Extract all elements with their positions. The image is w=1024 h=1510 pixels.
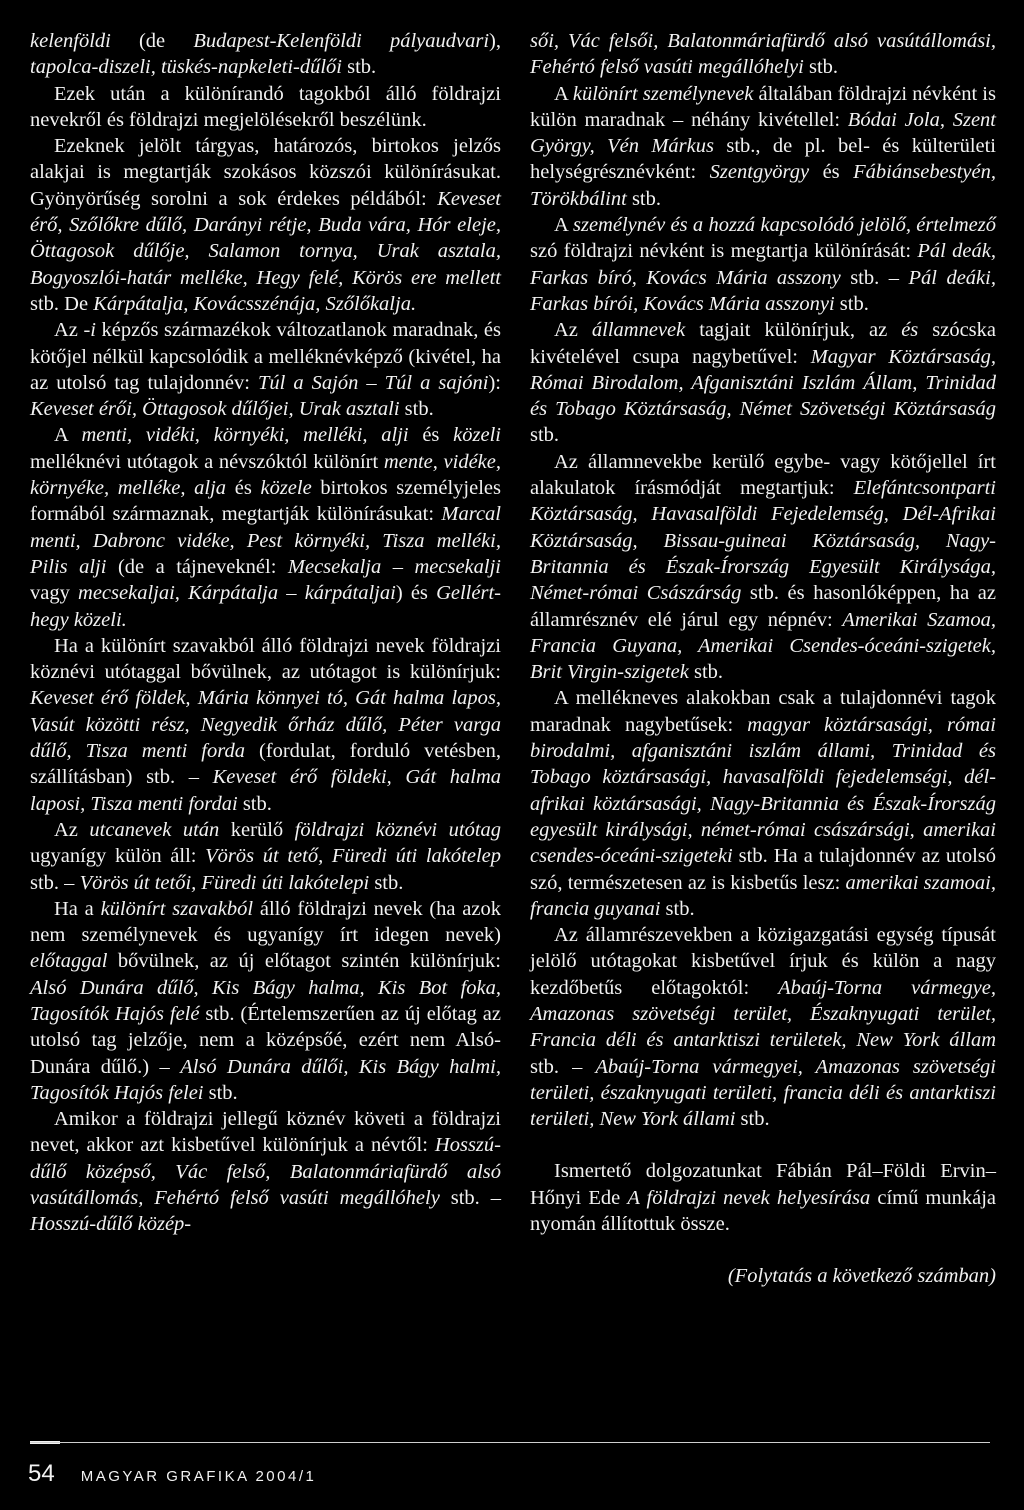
body-paragraph: Ezeknek jelölt tárgyas, határozós, birtokos jelzős alakjai is megtartják szokásos közszói különírásukat. Gyönyörűség sorolni a sok érdekes példából: Keveset érő, Szőlőkre dűlő, Darányi rétje, Buda vára, Hór eleje, Öttagosok dűlője, Salamon tornya, Urak asztala, Bogyoszlói-határ melléke, Hegy felé, Körös ere mellett stb. De Kárpátalja, Kovácsszénája, Szőlőkalja.: [30, 135, 501, 315]
body-paragraph: A mellékneves alakokban csak a tulajdonnévi tagok maradnak nagybetűsek: magyar köztársasági, római birodalmi, afganisztáni iszlám állami, Trinidad és Tobago köztársasági, havasalföldi fejedelemségi, dél-afrikai köztársasági, Nagy-Britannia és Észak-Írország egyesült királysági, német-római császársági, amerikai csendes-óceáni-szigeteki stb. Ha a tulajdonnév az utolsó szó, természetesen az is kisbetűs lesz: amerikai szamoai, francia guyanai stb.: [530, 687, 996, 920]
page-number: 54: [28, 1460, 55, 1487]
body-paragraph: Az utcanevek után kerülő földrajzi köznévi utótag ugyanígy külön áll: Vörös út tető, Füredi úti lakótelep stb. – Vörös út tetői, Füredi úti lakótelepi stb.: [30, 818, 502, 894]
body-paragraph: Az államnevekbe kerülő egybe- vagy kötőjellel írt alakulatok írásmódját megtartjuk: Elefántcsontparti Köztársaság, Havasalföldi Fejedelemség, Dél-Afrikai Köztársaság, Bissau-guineai Köztársaság, Nagy-Britannia és Észak-Írország Egyesült Királysága, Német-római Császárság stb. és hasonlóképpen, ha az államrésznév elé járul egy népnév: Amerikai Szamoa, Francia Guyana, Amerikai Csendes-óceáni-szigetek, Brit Virgin-szigetek stb.: [530, 450, 996, 684]
page-footer: [28, 1460, 316, 1490]
body-paragraph: Ha a különírt szavakból álló földrajzi nevek földrajzi köznévi utótaggal bővülnek, az utótagot is különírjuk: Keveset érő földek, Mária könnyei tó, Gát halma lapos, Vasút közötti rész, Negyedik őrház dűlő, Péter varga dűlő, Tisza menti forda (fordulat, forduló vetésben, szállításban) stb. – Keveset érő földeki, Gát halma laposi, Tisza menti fordai stb.: [30, 634, 502, 815]
body-paragraph: Amikor a földrajzi jellegű köznév követi a földrajzi nevet, akkor azt kisbetűvel különírjuk a névtől: Hosszú-dűlő középső, Vác felső, Balatonmáriafürdő alsó vasútállomás, Fehértó felső vasúti megállóhely stb. – Hosszú-dűlő közép-: [30, 1108, 501, 1236]
body-paragraph: sői, Vác felsői, Balatonmáriafürdő alsó vasútállomási, Fehértó felső vasúti megállóhelyi stb.: [530, 30, 996, 79]
left-text-column: [30, 28, 501, 1238]
paragraph-spacer: [530, 1237, 996, 1263]
body-paragraph: Ezek után a különírandó tagokból álló földrajzi nevekről és földrajzi megjelölésekről beszélünk.: [30, 82, 501, 131]
right-text-column: [530, 28, 996, 1290]
journal-issue: MAGYAR GRAFIKA 2004/1: [80, 1468, 317, 1485]
body-paragraph: Az államnevek tagjait különírjuk, az és szócska kivételével csupa nagybetűvel: Magyar Köztársaság, Római Birodalom, Afganisztáni Iszlám Állam, Trinidad és Tobago Köztársaság, Német Szövetségi Köztársaság stb.: [530, 319, 997, 447]
body-paragraph: Ha a különírt szavakból álló földrajzi nevek (ha azok nem személynevek és ugyanígy írt idegen nevek) előtaggal bővülnek, az új előtagot szintén különírjuk: Alsó Dunára dűlő, Kis Bágy halma, Kis Bot foka, Tagosítók Hajós felé stb. (Értelemszerűen az új előtag az utolsó tag jelzője, nem a középsőé, ezért nem Alsó-Dunára dűlő.) – Alsó Dunára dűlői, Kis Bágy halmi, Tagosítók Hajós felei stb.: [30, 897, 501, 1104]
body-paragraph: Az államrészevekben a közigazgatási egység típusát jelölő utótagokat kisbetűvel írjuk és külön a nagy kezdőbetűs előtagoktól: Abaúj-Torna vármegye, Amazonas szövetségi terület, Északnyugati terület, Francia déli és antarktiszi területek, New York állam stb. – Abaúj-Torna vármegyei, Amazonas szövetségi területi, északnyugati területi, francia déli és antarktiszi területi, New York állami stb.: [530, 924, 996, 1131]
paragraph-spacer: [530, 1132, 996, 1158]
body-paragraph: A személynév és a hozzá kapcsolódó jelölő, értelmező szó földrajzi névként is megtartja különírását: Pál deák, Farkas bíró, Kovács Mária asszony stb. – Pál deáki, Farkas bírói, Kovács Mária asszonyi stb.: [530, 214, 996, 315]
continuation-note: (Folytatás a következő számban): [727, 1265, 996, 1288]
body-paragraph: Ismertető dolgozatunkat Fábián Pál–Földi Ervin–Hőnyi Ede A földrajzi nevek helyesírása című munkája nyomán állítottuk össze.: [530, 1160, 997, 1236]
body-paragraph: kelenföldi (de Budapest-Kelenföldi pályaudvari), tapolca-diszeli, tüskés-napkeleti-dűlői stb.: [30, 30, 501, 79]
body-paragraph: A különírt személynevek általában földrajzi névként is külön maradnak – néhány kivétellel: Bódai Jola, Szent György, Vén Márkus stb., de pl. bel- és külterületi helységrésznévként: Szentgyörgy és Fábiánsebestyén, Törökbálint stb.: [530, 82, 996, 210]
footer-rule: [30, 1442, 990, 1443]
body-paragraph: A menti, vidéki, környéki, melléki, alji és közeli melléknévi utótagok a névszóktól különírt mente, vidéke, környéke, melléke, alja és közele birtokos személyjeles formából származnak, megtartják különírásukat: Marcal menti, Dabronc vidéke, Pest környéki, Tisza melléki, Pilis alji (de a tájneveknél: Mecsekalja – mecsekalji vagy mecsekaljai, Kárpátalja – kárpátaljai) és Gellért-hegy közeli.: [30, 424, 501, 631]
body-paragraph: Az -i képzős származékok változatlanok maradnak, és kötőjel nélkül kapcsolódik a melléknévképző (kivétel, ha az utolsó tag tulajdonnév: Túl a Sajón – Túl a sajóni): Keveset érői, Öttagosok dűlőjei, Urak asztali stb.: [30, 319, 502, 421]
